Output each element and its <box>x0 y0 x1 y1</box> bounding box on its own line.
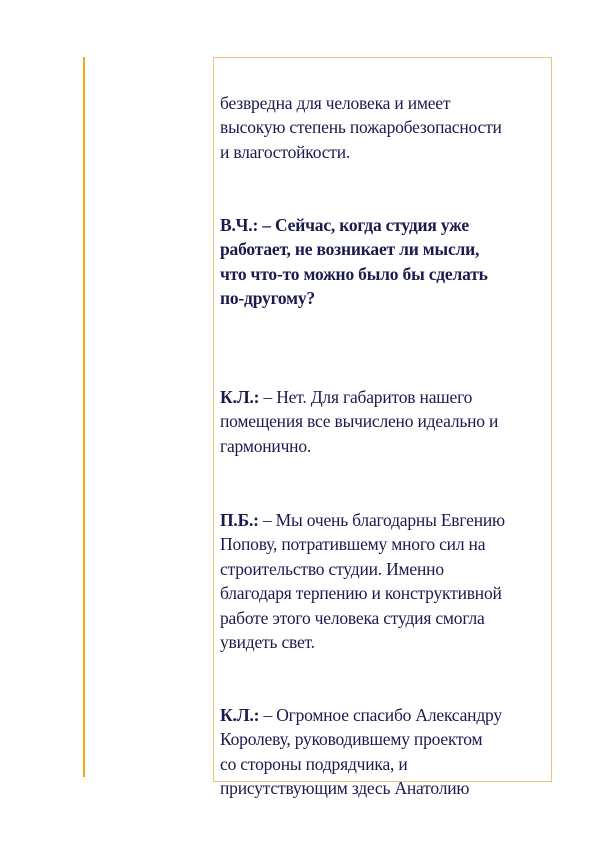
paragraph-intro-text: безвредна для человека и имеет высокую степень пожаробезопасности и влагостойкости. <box>220 92 502 162</box>
answer-kl-1 <box>220 360 554 458</box>
speaker-label: К.Л.: <box>220 704 260 725</box>
answer-kl-2 <box>220 678 554 801</box>
question-vch <box>220 188 554 311</box>
left-margin-rule <box>83 57 85 777</box>
answer-kl-2-text: – Огромное спасибо Александру Королеву, руководившему проектом со стороны подрядчика, и присутствующим здесь Анатолию <box>220 704 502 798</box>
paragraph-intro <box>220 66 554 164</box>
question-vch-text: В.Ч.: – Сейчас, когда студия уже работает, не возникает ли мысли, что что-то можно было бы сделать по-другому? <box>220 214 488 308</box>
answer-pb <box>220 483 554 655</box>
answer-pb-text: – Мы очень благодарны Евгению Попову, потратившему много сил на строительство студии. Именно благодаря терпению и конструктивной работе этого человека студия смогла увидеть свет. <box>220 509 505 652</box>
speaker-label: К.Л.: <box>220 386 260 407</box>
text-column-frame <box>213 57 552 798</box>
speaker-label: П.Б.: <box>220 509 259 530</box>
answer-kl-1-text: – Нет. Для габаритов нашего помещения все вычислено идеально и гармонично. <box>220 386 499 456</box>
